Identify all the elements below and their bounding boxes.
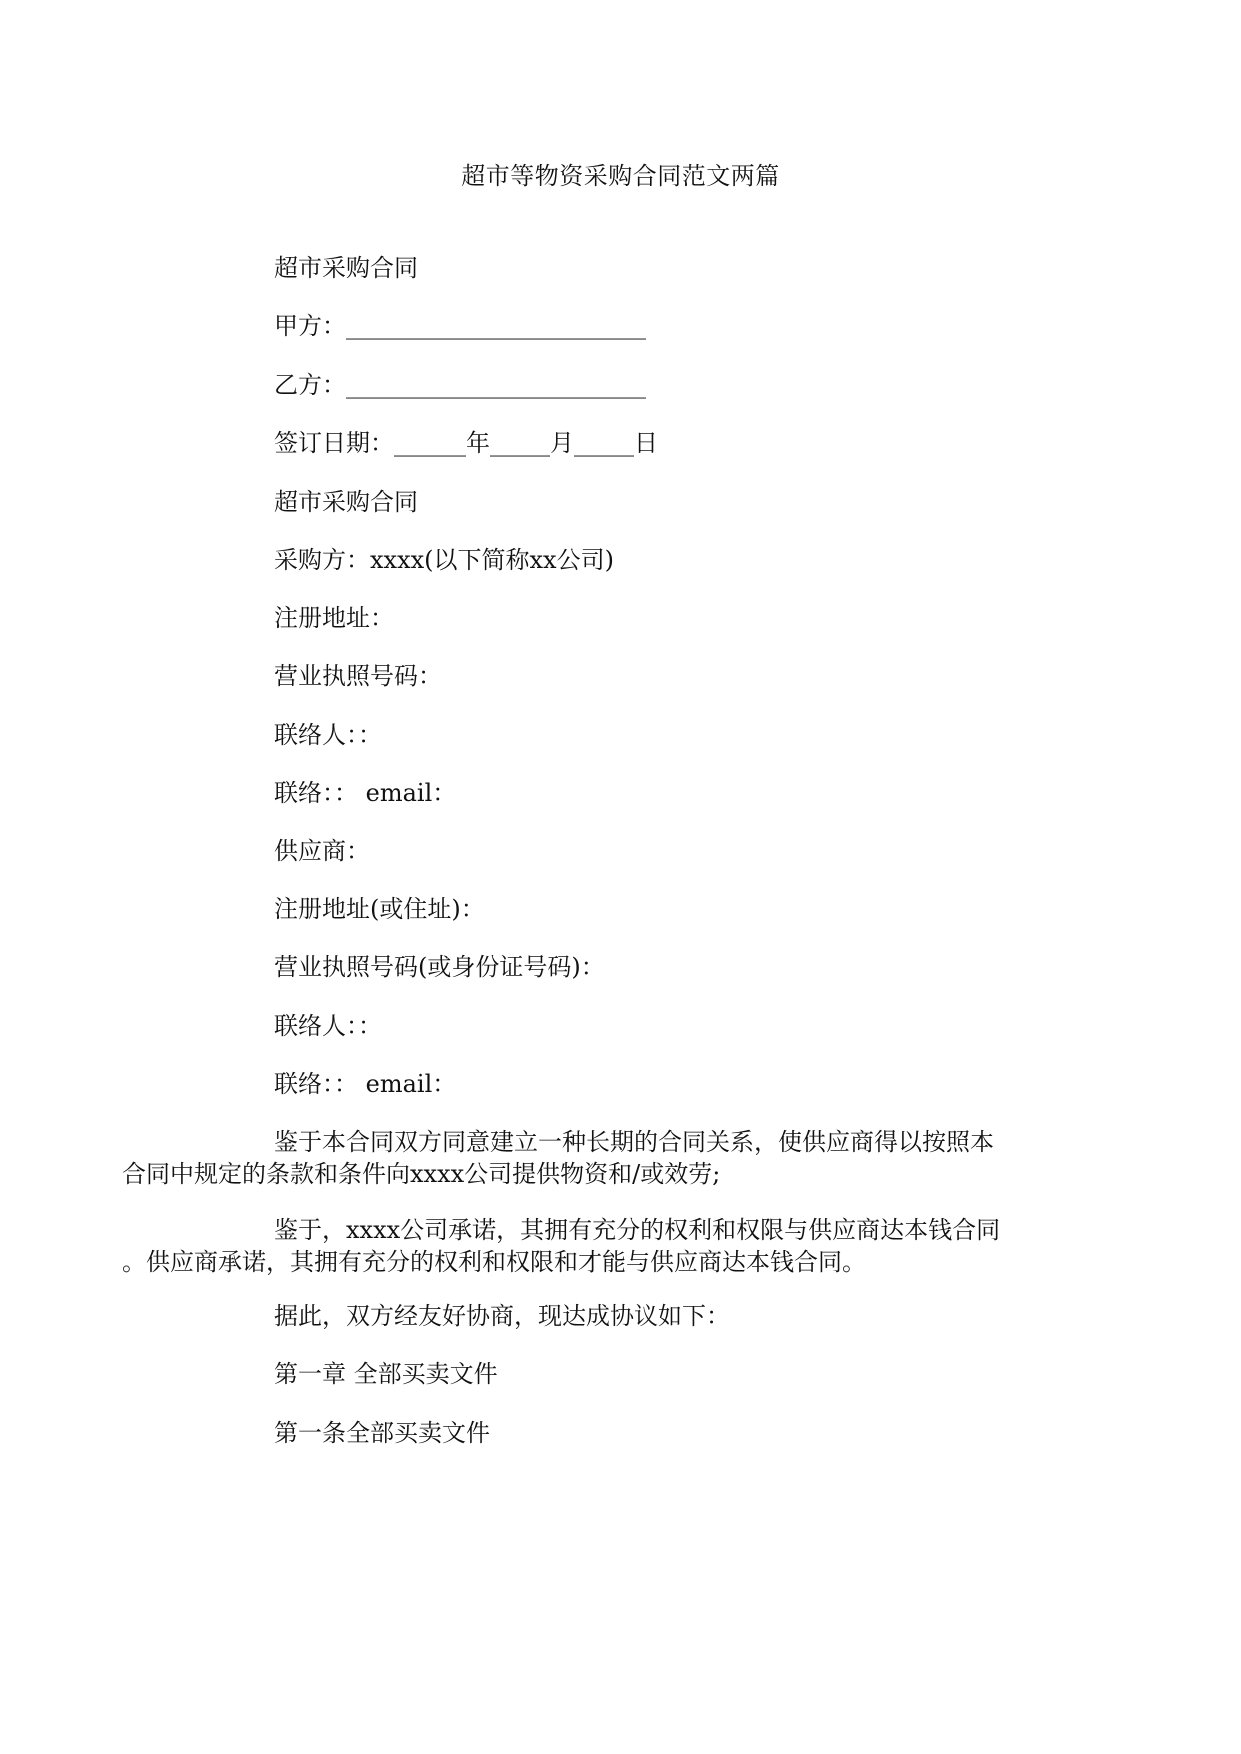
paragraph-line: 合同中规定的条款和条件向xxxx公司提供物资和/或效劳; — [122, 1160, 721, 1188]
whereas-paragraph-2 — [122, 1214, 1038, 1278]
purchaser-contact-person-line: 联络人：： — [274, 721, 382, 749]
paragraph-line: 鉴于，xxxx公司承诺，其拥有充分的权利和权限与供应商达本钱合同 — [274, 1216, 1001, 1244]
agreement-intro-line: 据此，双方经友好协商，现达成协议如下： — [274, 1302, 730, 1330]
supplier-contact-person-line: 联络人：： — [274, 1012, 382, 1040]
party-b-line: 乙方：_________________________ — [274, 371, 646, 399]
whereas-paragraph-1 — [122, 1126, 1038, 1190]
paragraph-line: 鉴于本合同双方同意建立一种长期的合同关系，使供应商得以按照本 — [274, 1128, 994, 1156]
article-heading: 第一条全部买卖文件 — [274, 1419, 490, 1447]
supplier-contact-line: 联络：： email： — [274, 1070, 457, 1098]
contract-subheading: 超市采购合同 — [274, 488, 418, 516]
supplier-line: 供应商： — [274, 837, 370, 865]
party-a-line: 甲方：_________________________ — [274, 312, 646, 340]
purchaser-contact-line: 联络：： email： — [274, 779, 457, 807]
chapter-heading: 第一章 全部买卖文件 — [274, 1360, 498, 1388]
document-title: 超市等物资采购合同范文两篇 — [461, 162, 780, 190]
signing-date-line: 签订日期：______年_____月_____日 — [274, 429, 658, 457]
paragraph-line: 。供应商承诺，其拥有充分的权利和权限和才能与供应商达本钱合同。 — [122, 1248, 866, 1276]
purchaser-address-line: 注册地址： — [274, 604, 394, 632]
purchaser-line: 采购方：xxxx(以下简称xx公司) — [274, 546, 614, 574]
contract-heading: 超市采购合同 — [274, 254, 418, 282]
supplier-address-line: 注册地址(或住址)： — [274, 895, 485, 923]
supplier-license-line: 营业执照号码(或身份证号码)： — [274, 953, 605, 981]
purchaser-license-line: 营业执照号码： — [274, 662, 442, 690]
